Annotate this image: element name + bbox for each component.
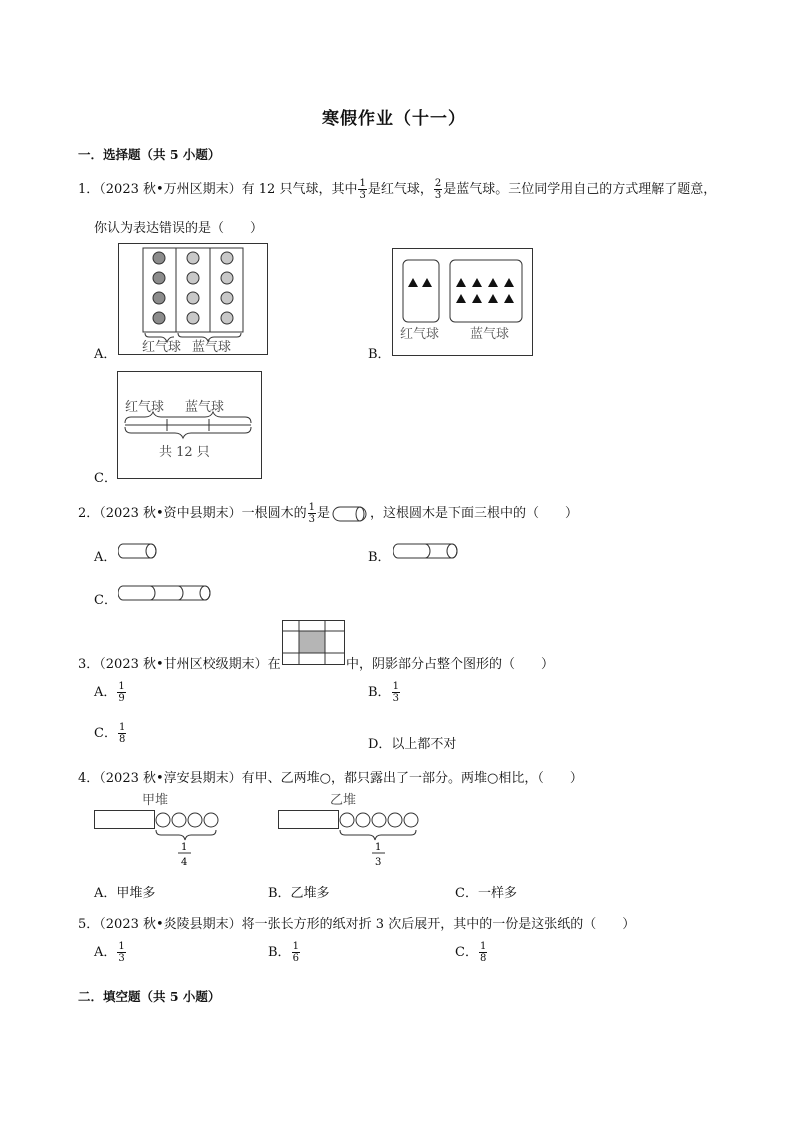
- question-5: 5．（2023 秋•炎陵县期末）将一张长方形的纸对折 3 次后展开，其中的一份是这张纸的（ ）: [78, 917, 636, 932]
- q3-option-b[interactable]: B． $\frac{1}{3}$: [368, 681, 399, 704]
- yi-fraction-denominator: 3: [375, 857, 382, 868]
- q1c-total-label: 共 12 只: [159, 445, 210, 460]
- q5-option-b[interactable]: B． $\frac{1}{6}$: [268, 941, 299, 964]
- balloon-circle: [221, 272, 233, 284]
- q2-option-c-log: [118, 584, 213, 602]
- q5-option-c[interactable]: C． $\frac{1}{8}$: [455, 941, 487, 964]
- section-heading-fill: 二．填空题（共 5 小题）: [78, 989, 221, 1004]
- question-2: [78, 502, 578, 525]
- q1-option-b-label[interactable]: B．: [368, 347, 391, 362]
- balloon-circle: [221, 252, 233, 264]
- balloon-circle: [153, 312, 165, 324]
- q2-option-a-label[interactable]: A．: [94, 550, 117, 565]
- balloon-circle: [187, 312, 199, 324]
- q1-text-c: 是蓝气球。三位同学用自己的方式理解了题意，: [443, 182, 717, 197]
- balloon-circle: [153, 272, 165, 284]
- q3-grid-figure: [282, 620, 346, 666]
- q3-option-a[interactable]: A． $\frac{1}{9}$: [94, 681, 125, 704]
- fraction-one-third-q2: $\frac{1}{3}$: [308, 502, 316, 525]
- q4-option-a[interactable]: A．甲堆多: [94, 886, 156, 901]
- fraction-one-third: $\frac{1}{3}$: [359, 178, 366, 201]
- jia-fraction-numerator: 1: [181, 842, 188, 853]
- pile-circle: [340, 813, 354, 827]
- q2-option-a-log: [118, 542, 160, 560]
- q2-option-c-label[interactable]: C．: [94, 593, 117, 608]
- pile-circle: [204, 813, 218, 827]
- q1b-red-label: 红气球: [400, 327, 440, 342]
- q1-option-a-label[interactable]: A．: [94, 347, 117, 362]
- pile-circle: [356, 813, 370, 827]
- balloon-circle: [187, 272, 199, 284]
- q2-text-a: 2．（2023 秋•资中县期末）一根圆木的: [78, 506, 307, 521]
- pile-circle: [372, 813, 386, 827]
- yi-fraction-numerator: 1: [375, 842, 382, 853]
- balloon-circle: [221, 292, 233, 304]
- question-3-text-a: 3．（2023 秋•甘州区校级期末）在: [78, 657, 281, 672]
- q4-option-c[interactable]: C．一样多: [455, 886, 517, 901]
- q4-option-b[interactable]: B．乙堆多: [268, 886, 330, 901]
- q2-option-b-log: [393, 542, 461, 560]
- pile-circle: [404, 813, 418, 827]
- q1-option-b-figure: [392, 248, 533, 356]
- q2-text-c: ，这根圆木是下面三根中的（ ）: [370, 506, 579, 521]
- q1-text-b: 是红气球，: [367, 182, 433, 197]
- q1-option-c-label[interactable]: C．: [94, 471, 117, 486]
- balloon-circle: [221, 312, 233, 324]
- q1-option-a-figure: [118, 243, 268, 355]
- q5-option-a[interactable]: A． $\frac{1}{3}$: [94, 941, 125, 964]
- question-3-text-b: 中，阴影部分占整个图形的（ ）: [346, 657, 555, 672]
- q4-pile-jia: [94, 790, 224, 872]
- question-1-line-1: [78, 178, 716, 201]
- q3-option-d[interactable]: D．以上都不对: [368, 737, 457, 752]
- q1b-blue-label: 蓝气球: [470, 327, 510, 342]
- q1-option-c-figure: [117, 371, 262, 479]
- q3-option-c[interactable]: C． $\frac{1}{8}$: [94, 722, 126, 745]
- jia-fraction-denominator: 4: [181, 857, 188, 868]
- pile-circle: [156, 813, 170, 827]
- fraction-two-thirds: $\frac{2}{3}$: [434, 178, 442, 201]
- jia-label: 甲堆: [142, 793, 169, 808]
- page-title: 寒假作业（十一）: [322, 109, 466, 129]
- pile-circle: [388, 813, 402, 827]
- q1a-red-label: 红气球: [142, 340, 182, 355]
- q2-text-b: 是: [317, 506, 331, 521]
- yi-label: 乙堆: [330, 793, 357, 808]
- pile-circle: [172, 813, 186, 827]
- q1-text-a: 1．（2023 秋•万州区期末）有 12 只气球，其中: [78, 182, 358, 197]
- balloon-circle: [187, 252, 199, 264]
- question-1-line-2: 你认为表达错误的是（ ）: [94, 221, 264, 236]
- balloon-circle: [153, 292, 165, 304]
- pile-circle: [188, 813, 202, 827]
- q1a-blue-label: 蓝气球: [192, 340, 232, 355]
- balloon-circle: [153, 252, 165, 264]
- q1c-blue-label: 蓝气球: [185, 400, 225, 415]
- q2-option-b-label[interactable]: B．: [368, 550, 391, 565]
- q1c-red-label: 红气球: [125, 400, 165, 415]
- short-log-icon: [330, 505, 370, 523]
- question-4: 4．（2023 秋•淳安县期末）有甲、乙两堆○，都只露出了一部分。两堆○相比，（ ）: [78, 771, 583, 786]
- balloon-circle: [187, 292, 199, 304]
- q4-pile-yi: [278, 790, 428, 872]
- section-heading-choice: 一．选择题（共 5 小题）: [78, 147, 221, 162]
